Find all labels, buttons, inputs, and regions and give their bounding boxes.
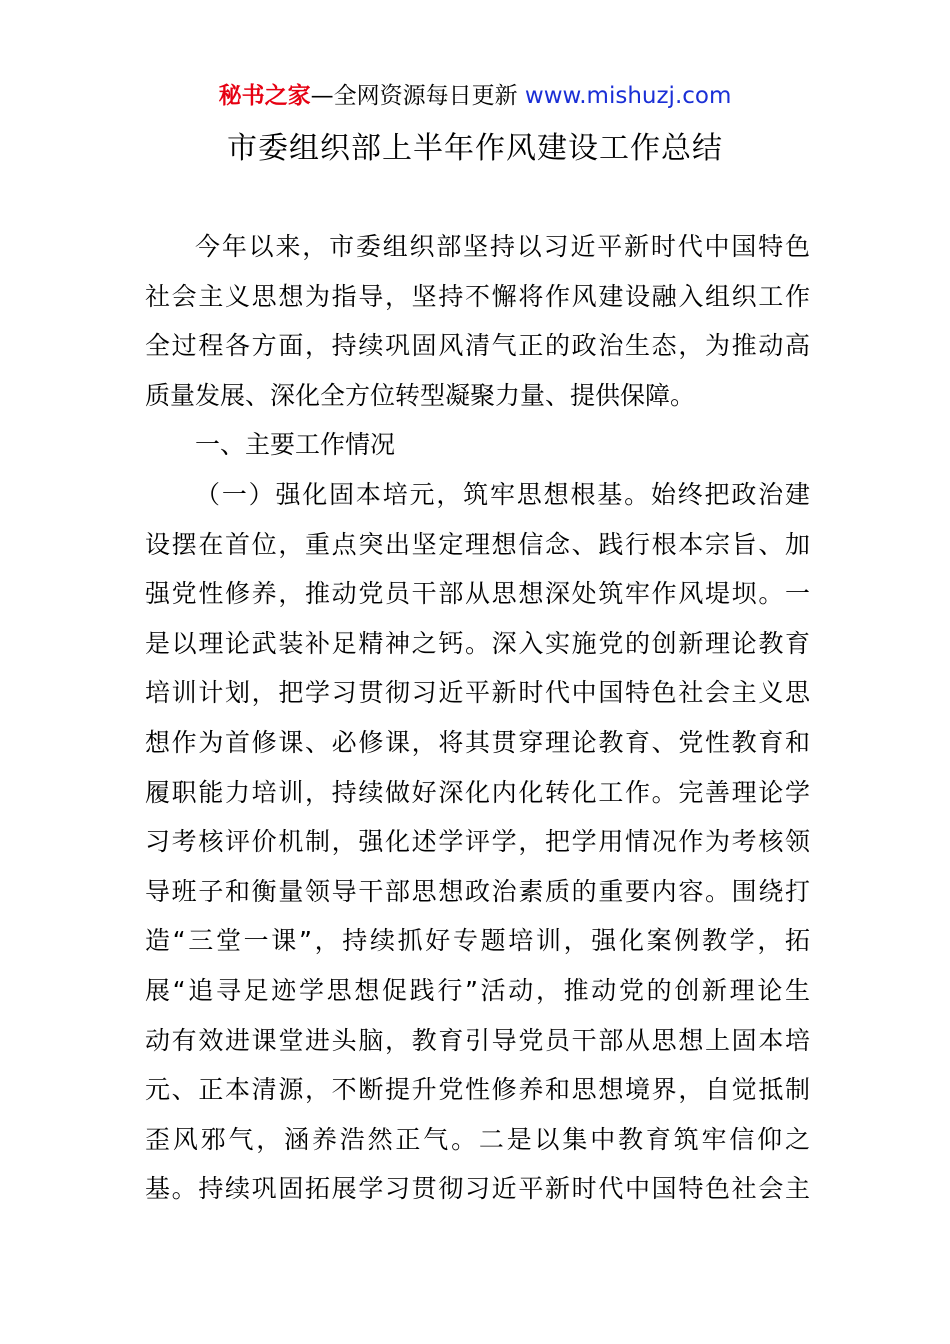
site-header — [0, 80, 950, 112]
body-line: 强党性修养，推动党员干部从思想深处筑牢作风堤坝。一 — [145, 579, 810, 609]
brand-name: 秘书之家 — [218, 83, 311, 109]
body-line: 质量发展、深化全方位转型凝聚力量、提供保障。 — [145, 380, 696, 410]
body-line: 培训计划，把学习贯彻习近平新时代中国特色社会主义思 — [145, 678, 810, 708]
document-body — [145, 222, 810, 1214]
site-url-link[interactable]: www.mishuzj.com — [524, 83, 732, 109]
body-line: 设摆在首位，重点突出坚定理想信念、践行根本宗旨、加 — [145, 529, 810, 559]
body-line: 展“追寻足迹学思想促践行”活动，推动党的创新理论生 — [145, 975, 810, 1005]
body-line: 想作为首修课、必修课，将其贯穿理论教育、党性教育和 — [145, 727, 810, 757]
body-line: 动有效进课堂进头脑，教育引导党员干部从思想上固本培 — [145, 1025, 810, 1055]
section-heading: 一、主要工作情况 — [195, 430, 396, 460]
header-tagline: —全网资源每日更新 — [310, 83, 525, 109]
body-line: （一）强化固本培元，筑牢思想根基。始终把政治建 — [195, 479, 810, 509]
body-line: 是以理论武装补足精神之钙。深入实施党的创新理论教育 — [145, 628, 810, 658]
body-line: 造“三堂一课”，持续抓好专题培训，强化案例教学，拓 — [145, 926, 810, 956]
body-line: 社会主义思想为指导，坚持不懈将作风建设融入组织工作 — [145, 281, 810, 311]
body-line: 元、正本清源，不断提升党性修养和思想境界，自觉抵制 — [145, 1075, 810, 1105]
body-line: 习考核评价机制，强化述学评学，把学用情况作为考核领 — [145, 827, 810, 857]
body-line: 歪风邪气，涵养浩然正气。二是以集中教育筑牢信仰之 — [145, 1124, 810, 1154]
body-line: 基。持续巩固拓展学习贯彻习近平新时代中国特色社会主 — [145, 1174, 810, 1204]
body-line: 全过程各方面，持续巩固风清气正的政治生态，为推动高 — [145, 331, 810, 361]
body-line: 履职能力培训，持续做好深化内化转化工作。完善理论学 — [145, 777, 810, 807]
body-line: 导班子和衡量领导干部思想政治素质的重要内容。围绕打 — [145, 876, 810, 906]
document-title: 市委组织部上半年作风建设工作总结 — [227, 131, 723, 166]
body-line: 今年以来，市委组织部坚持以习近平新时代中国特色 — [195, 232, 810, 261]
